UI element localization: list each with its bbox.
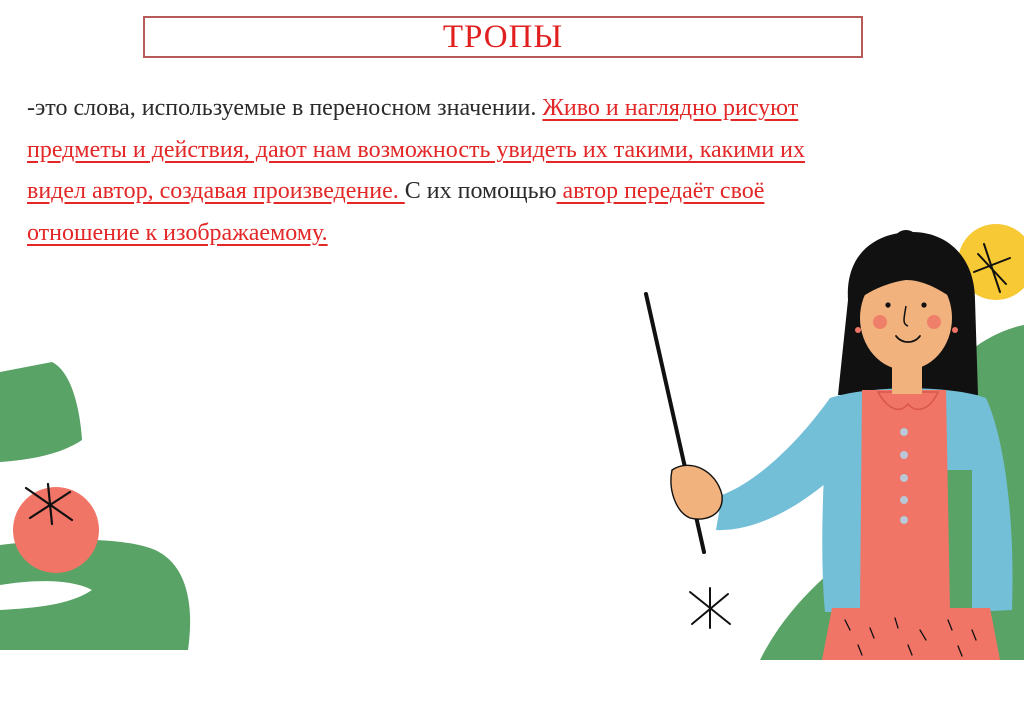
arm	[716, 398, 840, 530]
cheek-right	[927, 315, 941, 329]
eye-left	[885, 302, 890, 307]
title-box	[143, 16, 863, 58]
earring-left	[855, 327, 861, 333]
text-plain-1: -это слова, используемые в переносном значении.	[27, 95, 543, 121]
text-highlight-1: Живо и наглядно рисуют предметы и действия, дают нам возможность увидеть их такими, какими их видел автор, создавая произведение.	[27, 95, 806, 204]
eye-right	[921, 302, 926, 307]
text-plain-2: С их помощью	[404, 178, 557, 204]
slide-title: ТРОПЫ	[442, 18, 564, 55]
star-bottom-icon	[690, 588, 730, 628]
bottom-margin	[0, 660, 1024, 723]
green-blob-left-top	[0, 362, 82, 462]
cheek-left	[873, 315, 887, 329]
definition-paragraph	[27, 88, 827, 254]
text-highlight-2: автор передаёт своё отношение к изображаемому.	[27, 178, 765, 246]
earring-right	[952, 327, 958, 333]
hand	[671, 465, 722, 519]
